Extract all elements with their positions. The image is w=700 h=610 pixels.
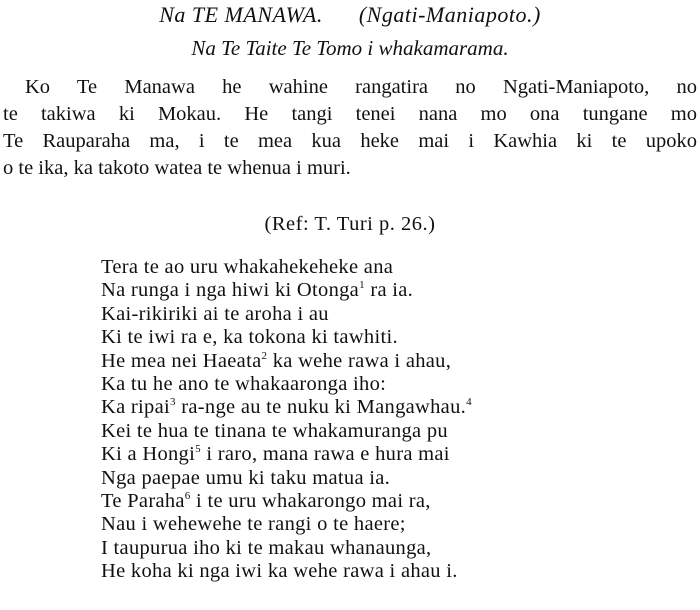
poem-line-text: Ka ripai (101, 396, 170, 419)
poem-line-text: Kei te hua te tinana te whakamuranga pu (101, 419, 448, 442)
poem-line (101, 373, 472, 396)
poem-line (101, 303, 472, 326)
poem-line (101, 396, 472, 419)
reference-citation: (Ref: T. Turi p. 26.) (264, 213, 436, 235)
poem-line (101, 537, 472, 560)
poem-line-text: Kai-rikiriki ai te aroha i au (101, 302, 329, 325)
footnote-marker: 2 (261, 349, 268, 362)
intro-line: Te Rauparaha ma, i te mea kua heke mai i Kawhia ki te upoko (3, 130, 697, 152)
poem-line (101, 560, 472, 583)
intro-line: o te ika, ka takoto watea te whenua i muri. (3, 157, 351, 179)
poem-line (101, 420, 472, 443)
poem-line (101, 350, 472, 373)
poem-line (101, 326, 472, 349)
poem-line-text: Na runga i nga hiwi ki Otonga (101, 279, 360, 302)
poem-line (101, 490, 472, 513)
title-tribe: (Ngati-Maniapoto.) (358, 2, 541, 27)
poem-line-text: Te Paraha (101, 490, 185, 513)
poem-line-text: ra ia. (364, 279, 414, 302)
poem-line-text: ra-nge au te nuku ki Mangawhau. (175, 396, 467, 419)
poem-line (101, 513, 472, 536)
poem-line-text: ka wehe rawa i ahau, (267, 349, 452, 372)
poem-line-text: He koha ki nga iwi ka wehe rawa i ahau i. (101, 560, 458, 583)
intro-paragraph (3, 74, 697, 182)
poem-line (101, 256, 472, 279)
footnote-marker: 1 (359, 279, 365, 292)
footnote-marker: 3 (170, 396, 176, 409)
poem-line (101, 279, 472, 302)
poem-line-text: i raro, mana rawa e hura mai (200, 443, 450, 466)
poem-line (101, 443, 472, 466)
poem-line-text: i te uru whakarongo mai ra, (190, 490, 431, 513)
title-main: Na TE MANAWA. (159, 2, 323, 27)
poem-line-text: Nga paepae umu ki taku matua ia. (101, 466, 391, 489)
song-subtitle: Na Te Taite Te Tomo i whakamarama. (191, 36, 509, 60)
song-title (0, 2, 700, 28)
footnote-marker: 5 (195, 443, 201, 456)
poem-line-text: He mea nei Haeata (101, 349, 262, 372)
poem-line-text: I taupurua iho ki te makau whanaunga, (101, 536, 432, 559)
intro-line: te takiwa ki Mokau. He tangi tenei nana mo ona tungane mo (3, 103, 697, 125)
footnote-marker: 6 (184, 490, 191, 503)
poem-line-text: Nau i wehewehe te rangi o te haere; (101, 513, 406, 536)
poem-line-text: Ki a Hongi (101, 443, 196, 466)
intro-line: Ko Te Manawa he wahine rangatira no Ngati-Maniapoto, no (25, 76, 697, 98)
poem-line-text: Ki te iwi ra e, ka tokona ki tawhiti. (101, 326, 398, 349)
poem-line-text: Ka tu he ano te whakaaronga iho: (101, 373, 387, 396)
poem-line (101, 467, 472, 490)
poem-line-text: Tera te ao uru whakahekeheke ana (101, 256, 394, 278)
footnote-marker: 4 (466, 396, 472, 409)
poem-body (101, 256, 472, 584)
